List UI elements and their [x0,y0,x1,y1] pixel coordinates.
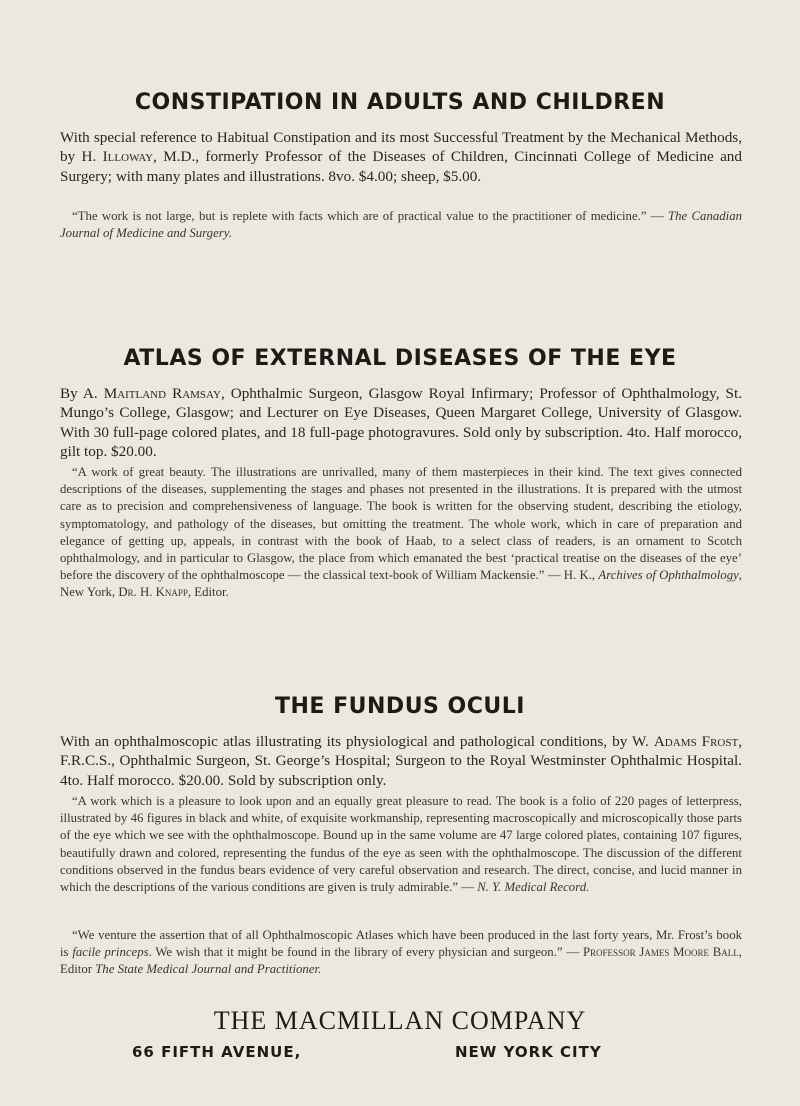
book-description-atlas-eye [60,384,742,461]
author-name: Maitland Ramsay [103,385,221,402]
quote-text: “We venture the assertion that of all Ophthalmoscopic Atlases which have been produced in the last forty years, Mr. Frost’s book is [60,928,742,960]
description-text: , Ophthalmic Surgeon, Glasgow Royal Infirmary; Professor of Ophthalmology, St. Mungo’s College, Glasgow; and Lecturer on Eye Diseases, Queen Margaret College, University of Glasgow. With 30 full-page colored plates, and 18 full-page photogravures. Sold only by subscription. 4to. Half morocco, gilt top. $20.00. [60,385,742,460]
quote-author: Professor James Moore Ball [582,945,739,960]
quote-source: Archives of Ophthalmology [598,568,739,583]
review-quote-atlas-eye [60,464,742,602]
quote-text: , New York, [60,568,742,600]
section-title-constipation: CONSTIPATION IN ADULTS AND CHILDREN [134,90,666,115]
description-text: With special reference to Habitual Constipation and its most Successful Treatment by the Mechanical Methods, by H. [60,129,742,166]
quote-editor: Dr. H. Knapp [118,585,188,600]
quote-text: “A work which is a pleasure to look upon and an equally great pleasure to read. The book is a folio of 220 pages of letterpress, illustrated by 46 figures in black and white, of exquisite workmanship, representing macroscopically and microscopically those parts of the eye which we see with the ophthalmoscope. Bound up in the same volume are 47 large colored plates, containing 107 figures, beautifully drawn and colored, representing the fundus of the eye as seen with the ophthalmoscope. The discussion of the different conditions observed in the fundus bears evidence of very careful observation and research. The direct, concise, and lucid manner in which the descriptions of the various conditions are given is truly admirable.” — [60,794,742,895]
description-text: , M.D., formerly Professor of the Diseases of Children, Cincinnati College of Medicine and Surgery; with many plates and illustrations. 8vo. $4.00; sheep, $5.00. [60,148,742,185]
author-name: Adams Frost [653,733,739,750]
publisher-name: THE MACMILLAN COMPANY [213,1006,587,1035]
book-description-fundus-oculi [60,732,742,790]
review-quote-constipation [60,208,742,242]
quote-source: The Canadian Journal of Medicine and Surgery. [60,209,742,241]
quote-text: “A work of great beauty. The illustrations are unrivalled, many of them masterpieces in their kind. The text gives connected descriptions of the diseases, supplementing the stages and phases not presented in the illustrations. It is prepared with the utmost care as to precision and comprehensiveness of language. The book is written for the observing student, describing the etiology, symptomatology, and pathology of the diseases, but omitting the treatment. The whole work, which in care of preparation and elegance of getting up, appeals, in contrast with the book of Haab, to a select class of readers, is an ornament to Scotch ophthalmology, and in particular to Glasgow, the place from which emanated the best ‘practical treatise on the diseases of the eye’ before the discovery of the ophthalmoscope — the classical text-book of William Mackensie.” — H. K., [60,465,742,583]
section-title-fundus-oculi: THE FUNDUS OCULI [275,694,525,719]
publisher-address-city: NEW YORK CITY [455,1043,602,1061]
description-text: , F.R.C.S., Ophthalmic Surgeon, St. George’s Hospital; Surgeon to the Royal Westminster Ophthalmic Hospital. 4to. Half morocco. $20.00. Sold by subscription only. [60,733,742,789]
description-text: By A. [60,385,104,402]
quote-emphasis: facile princeps [72,945,149,960]
quote-text: , Editor [60,945,742,977]
quote-source: The State Medical Journal and Practitioner. [95,962,322,977]
publisher-address-street: 66 FIFTH AVENUE, [132,1043,302,1061]
quote-source: N. Y. Medical Record. [477,880,590,895]
book-description-constipation [60,128,742,186]
quote-text: “The work is not large, but is replete with facts which are of practical value to the practitioner of medicine.” — [72,209,668,223]
quote-text: . We wish that it might be found in the library of every physician and surgeon.” — [148,945,583,960]
review-quote-fundus-oculi [60,793,742,896]
quote-text: , Editor. [187,585,229,600]
review-quote-fundus-oculi-2 [60,927,742,979]
author-name: Illoway [102,148,154,166]
section-title-atlas-eye: ATLAS OF EXTERNAL DISEASES OF THE EYE [123,346,677,371]
description-text: With an ophthalmoscopic atlas illustrating its physiological and pathological conditions, by W. [60,733,654,750]
